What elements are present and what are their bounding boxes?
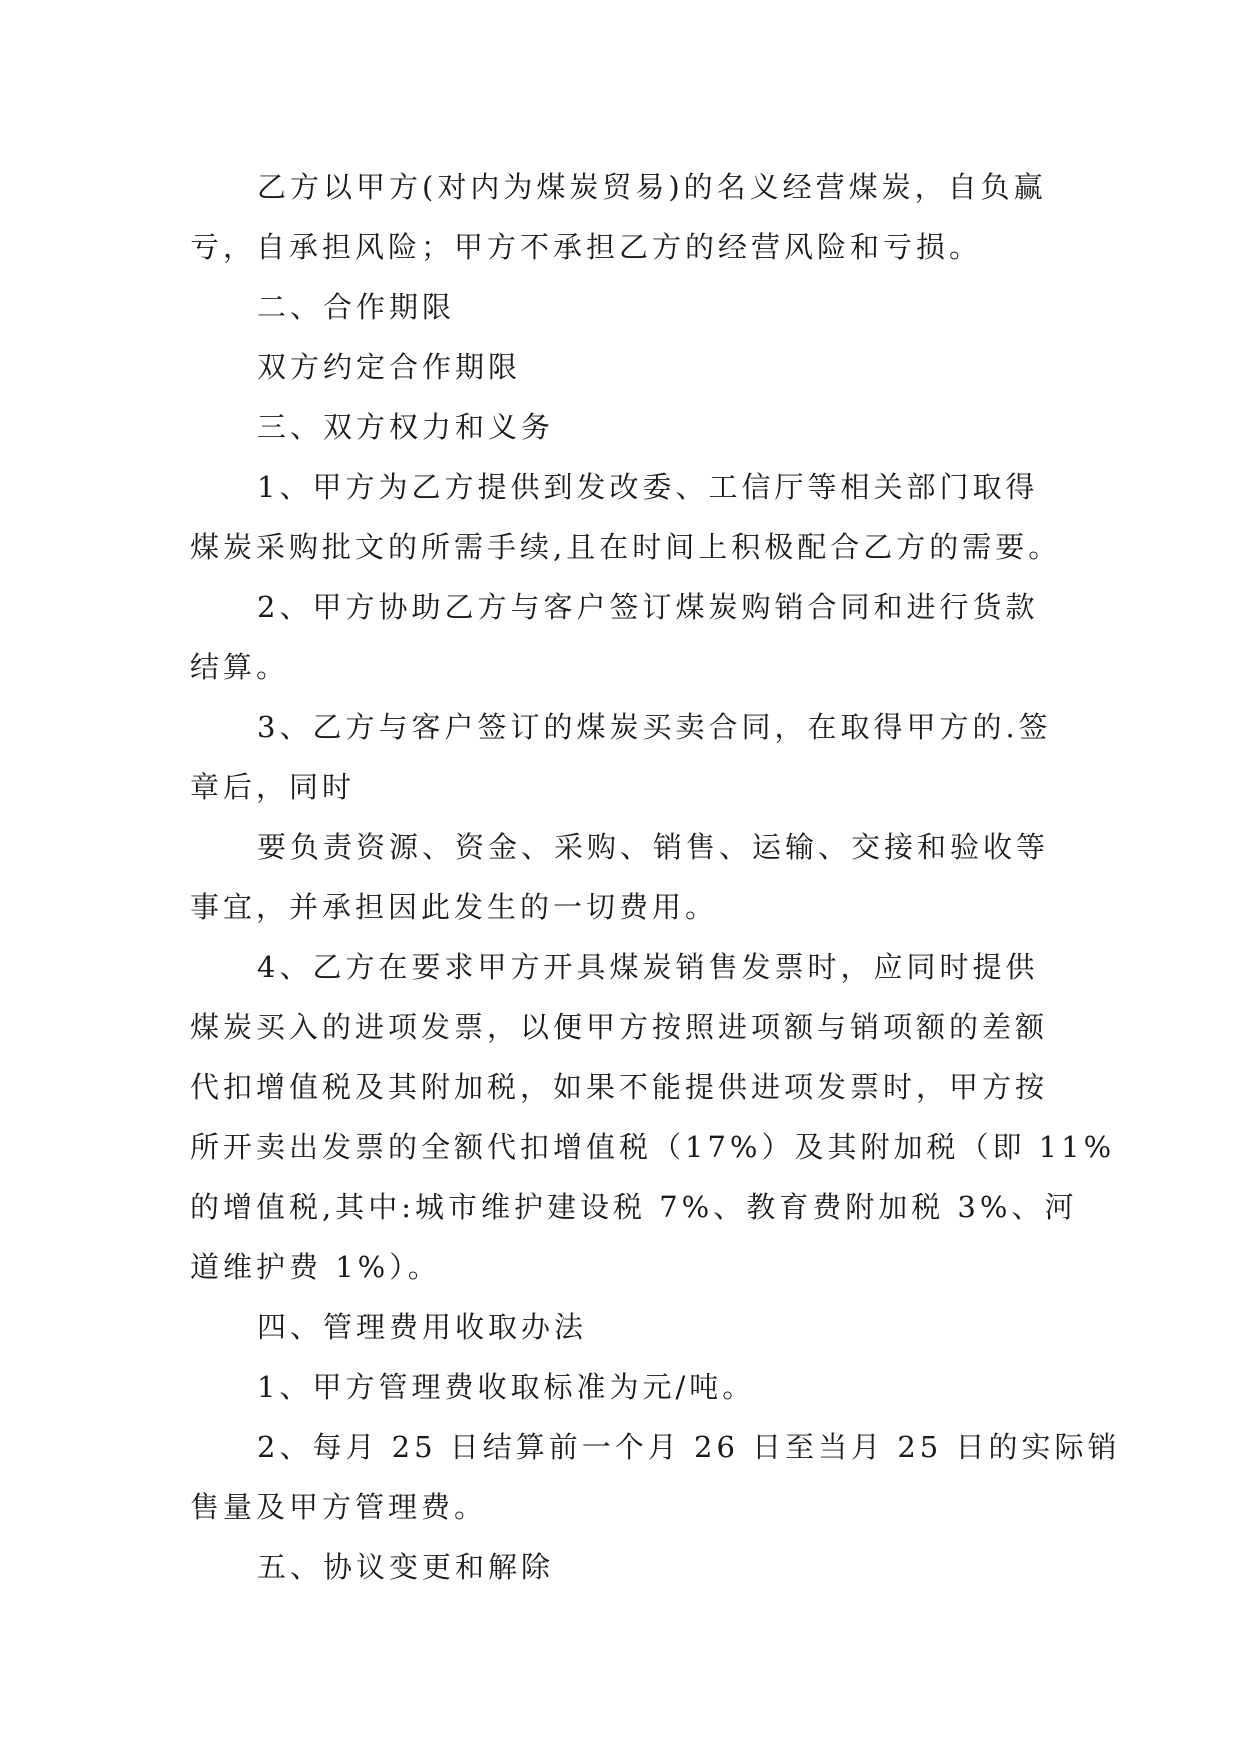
paragraph-line: 煤炭买入的进项发票，以便甲方按照进项额与销项额的差额 [190, 1010, 1049, 1044]
paragraph-line: 事宜，并承担因此发生的一切费用。 [190, 890, 719, 924]
paragraph-line: 亏，自承担风险；甲方不承担乙方的经营风险和亏损。 [190, 230, 983, 264]
paragraph-line: 要负责资源、资金、采购、销售、运输、交接和验收等 [257, 830, 1050, 864]
section-heading: 五、协议变更和解除 [257, 1550, 555, 1584]
paragraph-line: 代扣增值税及其附加税，如果不能提供进项发票时，甲方按 [190, 1070, 1049, 1104]
paragraph-line: 所开卖出发票的全额代扣增值税（17%）及其附加税（即 11% [190, 1130, 1116, 1164]
paragraph-line: 2、每月 25 日结算前一个月 26 日至当月 25 日的实际销 [257, 1430, 1121, 1464]
paragraph-line: 的增值税,其中:城市维护建设税 7%、教育费附加税 3%、河 [190, 1190, 1078, 1224]
paragraph-line: 1、甲方管理费收取标准为元/吨。 [257, 1370, 756, 1404]
paragraph-line: 道维护费 1%）。 [190, 1250, 441, 1284]
paragraph-line: 售量及甲方管理费。 [190, 1490, 488, 1524]
paragraph-line: 乙方以甲方(对内为煤炭贸易)的名义经营煤炭，自负赢 [257, 170, 1047, 204]
paragraph-line: 1、甲方为乙方提供到发改委、工信厅等相关部门取得 [257, 470, 1039, 504]
paragraph-line: 4、乙方在要求甲方开具煤炭销售发票时，应同时提供 [257, 950, 1039, 984]
paragraph-line: 双方约定合作期限 [257, 350, 522, 384]
section-heading: 三、双方权力和义务 [257, 410, 555, 444]
section-heading: 二、合作期限 [257, 290, 456, 324]
paragraph-line: 章后，同时 [190, 770, 356, 804]
paragraph-line: 煤炭采购批文的所需手续,且在时间上积极配合乙方的需要。 [190, 530, 1062, 564]
paragraph-line: 3、乙方与客户签订的煤炭买卖合同，在取得甲方的.签 [257, 710, 1052, 744]
section-heading: 四、管理费用收取办法 [257, 1310, 588, 1344]
paragraph-line: 结算。 [190, 650, 290, 684]
paragraph-line: 2、甲方协助乙方与客户签订煤炭购销合同和进行货款 [257, 590, 1039, 624]
